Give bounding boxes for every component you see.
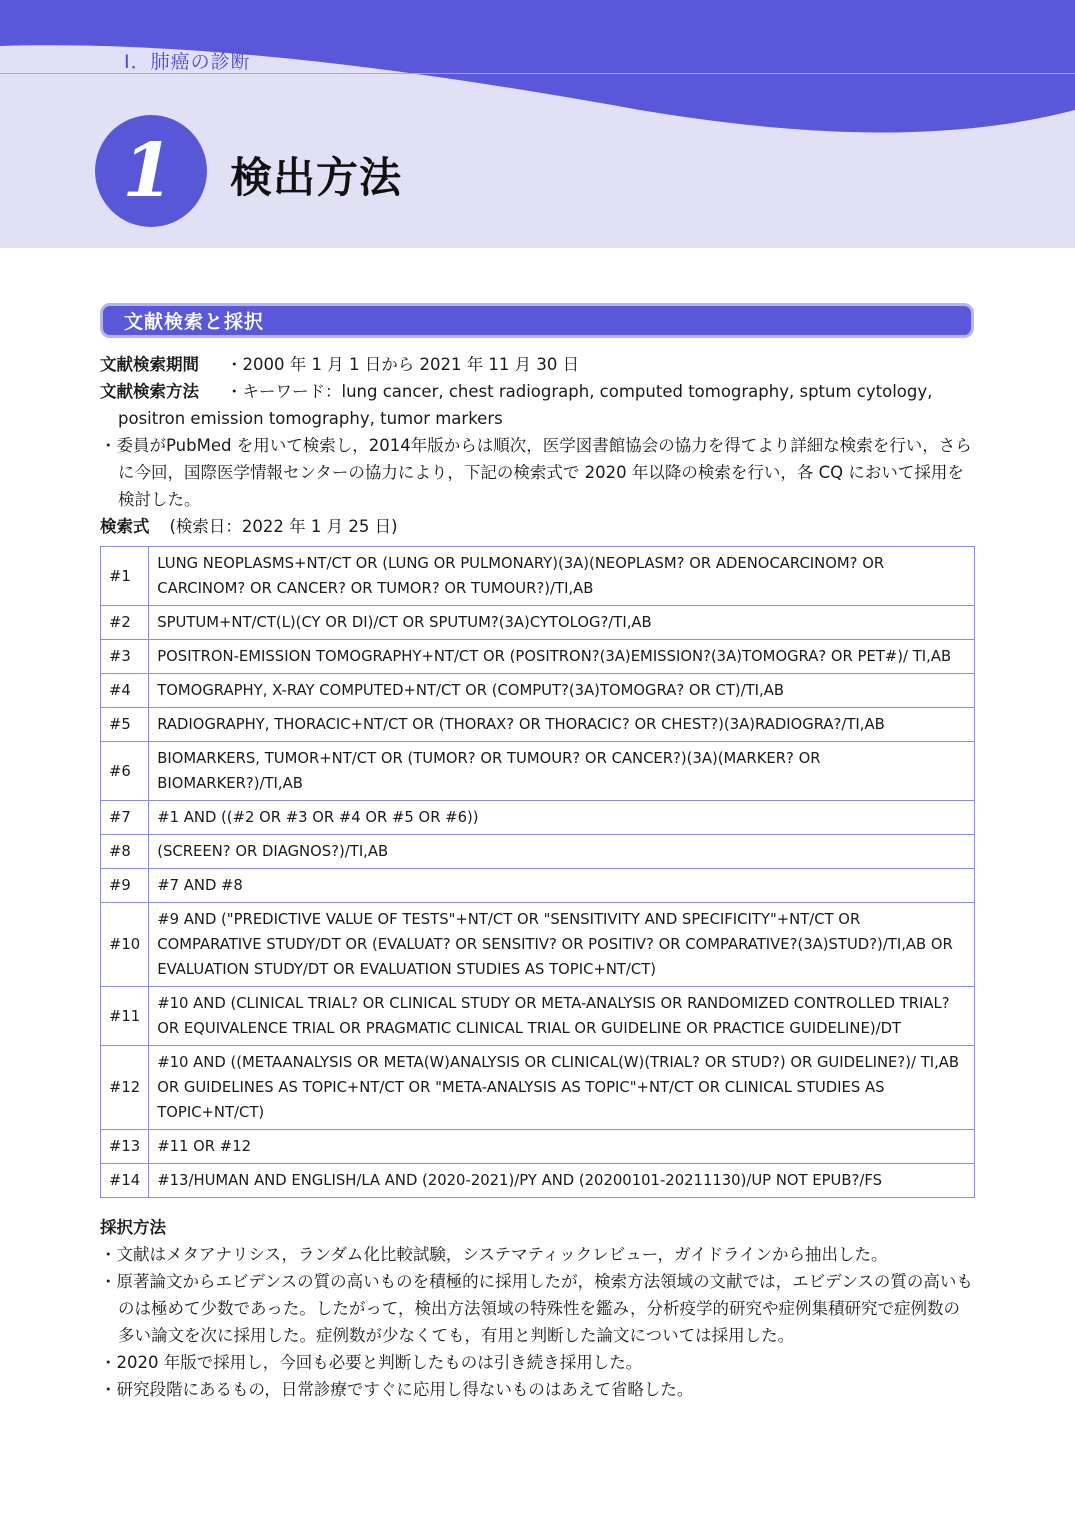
search-method-continuation: positron emission tomography, tumor markers xyxy=(118,409,503,428)
table-row xyxy=(101,640,975,674)
row-number: #14 xyxy=(101,1164,149,1198)
row-query: RADIOGRAPHY, THORACIC+NT/CT OR (THORAX? OR THORACIC? OR CHEST?)(3A)RADIOGRA?/TI,AB xyxy=(149,708,975,742)
table-row xyxy=(101,1046,975,1130)
chapter-number-badge xyxy=(95,115,207,227)
chapter-number: 1 xyxy=(122,128,174,214)
row-number: #13 xyxy=(101,1130,149,1164)
search-method-label: 文献検索方法 xyxy=(100,382,199,401)
row-query: #10 AND (CLINICAL TRIAL? OR CLINICAL STUDY OR META-ANALYSIS OR RANDOMIZED CONTROLLED TRIAL? OR EQUIVALENCE TRIAL OR PRAGMATIC CLINICAL TRIAL OR GUIDELINE OR PRACTICE GUIDELINE)/DT xyxy=(149,987,975,1046)
row-query: #10 AND ((METAANALYSIS OR META(W)ANALYSIS OR CLINICAL(W)(TRIAL? OR STUD?) OR GUIDELINE?)/ TI,AB OR GUIDELINES AS TOPIC+NT/CT OR "META-ANALYSIS AS TOPIC"+NT/CT OR CLINICAL STUDIES AS TOPIC+NT/CT) xyxy=(149,1046,975,1130)
row-query: SPUTUM+NT/CT(L)(CY OR DI)/CT OR SPUTUM?(3A)CYTOLOG?/TI,AB xyxy=(149,606,975,640)
table-row xyxy=(101,742,975,801)
table-row xyxy=(101,708,975,742)
row-number: #2 xyxy=(101,606,149,640)
row-number: #11 xyxy=(101,987,149,1046)
list-item: ・文献はメタアナリシス，ランダム化比較試験，システマティックレビュー，ガイドラインから抽出した。 xyxy=(100,1245,888,1264)
table-row xyxy=(101,674,975,708)
row-number: #7 xyxy=(101,801,149,835)
table-row xyxy=(101,801,975,835)
row-query: #11 OR #12 xyxy=(149,1130,975,1164)
search-formula-table xyxy=(100,546,975,1198)
search-period-label: 文献検索期間 xyxy=(100,355,199,374)
search-method-value: ・キーワード：lung cancer, chest radiograph, computed tomography, sptum cytology, xyxy=(226,382,933,401)
row-number: #5 xyxy=(101,708,149,742)
row-query: #13/HUMAN AND ENGLISH/LA AND (2020-2021)/PY AND (20200101-20211130)/UP NOT EPUB?/FS xyxy=(149,1164,975,1198)
adoption-method-title: 採択方法 xyxy=(100,1218,166,1237)
row-query: (SCREEN? OR DIAGNOS?)/TI,AB xyxy=(149,835,975,869)
row-number: #3 xyxy=(101,640,149,674)
list-item: ・2020 年版で採用し，今回も必要と判断したものは引き続き採用した。 xyxy=(100,1353,643,1372)
table-row xyxy=(101,835,975,869)
table-row xyxy=(101,903,975,987)
row-query: BIOMARKERS, TUMOR+NT/CT OR (TUMOR? OR TUMOUR? OR CANCER?)(3A)(MARKER? OR BIOMARKER?)/TI,AB xyxy=(149,742,975,801)
list-item: ・研究段階にあるもの，日常診療ですぐに応用し得ないものはあえて省略した。 xyxy=(100,1380,694,1399)
page-title: 検出方法 xyxy=(230,153,403,202)
row-query: #9 AND ("PREDICTIVE VALUE OF TESTS"+NT/CT OR "SENSITIVITY AND SPECIFICITY"+NT/CT OR COMPARATIVE STUDY/DT OR (EVALUAT? OR SENSITIV? OR POSITIV? OR COMPARATIVE?(3A)STUD?)/TI,AB OR EVALUATION STUDY/DT OR EVALUATION STUDIES AS TOPIC+NT/CT) xyxy=(149,903,975,987)
main-content xyxy=(100,351,975,1403)
row-number: #1 xyxy=(101,547,149,606)
table-row xyxy=(101,987,975,1046)
row-number: #12 xyxy=(101,1046,149,1130)
search-note: ・委員がPubMed を用いて検索し，2014年版からは順次，医学図書館協会の協力を得てより詳細な検索を行い，さらに今回，国際医学情報センターの協力により，下記の検索式で 2020 年以降の検索を行い，各 CQ において採用を検討した。 xyxy=(100,436,972,509)
row-number: #10 xyxy=(101,903,149,987)
row-query: POSITRON-EMISSION TOMOGRAPHY+NT/CT OR (POSITRON?(3A)EMISSION?(3A)TOMOGRA? OR PET#)/ TI,AB xyxy=(149,640,975,674)
table-row xyxy=(101,547,975,606)
row-number: #9 xyxy=(101,869,149,903)
row-number: #6 xyxy=(101,742,149,801)
row-number: #8 xyxy=(101,835,149,869)
row-query: LUNG NEOPLASMS+NT/CT OR (LUNG OR PULMONARY)(3A)(NEOPLASM? OR ADENOCARCINOM? OR CARCINOM? OR CANCER? OR TUMOR? OR TUMOUR?)/TI,AB xyxy=(149,547,975,606)
list-item: ・原著論文からエビデンスの質の高いものを積極的に採用したが，検索方法領域の文献では，エビデンスの質の高いものは極めて少数であった。したがって，検出方法領域の特殊性を鑑み，分析疫学的研究や症例集積研究で症例数の多い論文を次に採用した。症例数が少なくても，有用と判断した論文については採用した。 xyxy=(100,1272,973,1345)
row-number: #4 xyxy=(101,674,149,708)
section-heading-bar xyxy=(100,303,974,338)
search-method-line xyxy=(100,378,975,405)
search-formula-heading xyxy=(100,513,975,540)
table-row xyxy=(101,869,975,903)
table-row xyxy=(101,1130,975,1164)
chapter-label: Ⅰ．肺癌の診断 xyxy=(124,51,251,73)
search-date: (検索日：2022 年 1 月 25 日) xyxy=(169,517,398,536)
search-period-line xyxy=(100,351,975,378)
table-row xyxy=(101,1164,975,1198)
row-query: #1 AND ((#2 OR #3 OR #4 OR #5 OR #6)) xyxy=(149,801,975,835)
section-title: 文献検索と採択 xyxy=(124,311,265,333)
row-query: #7 AND #8 xyxy=(149,869,975,903)
search-period-value: ・2000 年 1 月 1 日から 2021 年 11 月 30 日 xyxy=(226,355,580,374)
table-row xyxy=(101,606,975,640)
adoption-method-section xyxy=(100,1214,975,1403)
row-query: TOMOGRAPHY, X-RAY COMPUTED+NT/CT OR (COMPUT?(3A)TOMOGRA? OR CT)/TI,AB xyxy=(149,674,975,708)
chapter-header xyxy=(0,0,1075,248)
search-formula-label: 検索式 xyxy=(100,517,150,536)
